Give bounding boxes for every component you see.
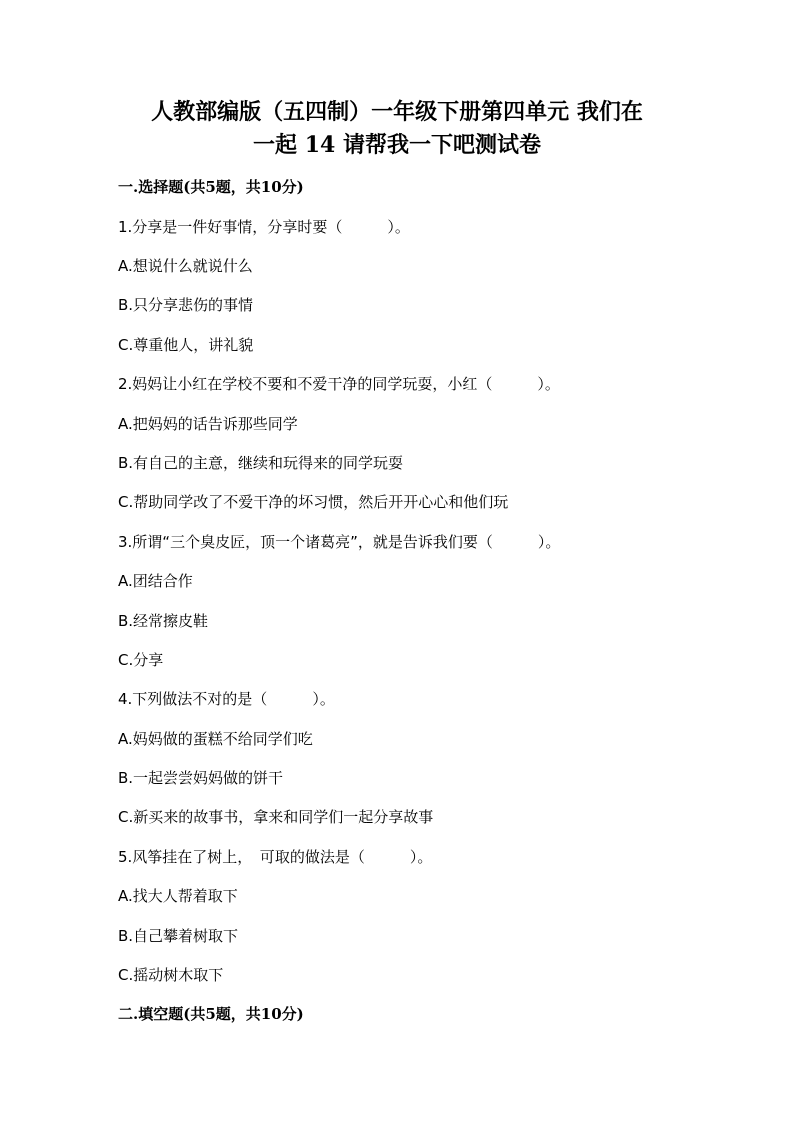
page-title-line-2: 一起 14 请帮我一下吧测试卷 [253, 132, 541, 158]
question-1-option-a: A.想说什么就说什么 [118, 257, 253, 275]
question-5-option-c: C.摇动树木取下 [118, 966, 224, 984]
question-2-option-c: C.帮助同学改了不爱干净的坏习惯，然后开开心心和他们玩 [118, 493, 509, 511]
question-3-option-a: A.团结合作 [118, 572, 193, 590]
question-stem-2: 2.妈妈让小红在学校不要和不爱干净的同学玩耍，小红（ ）。 [118, 375, 560, 393]
question-1-option-b: B.只分享悲伤的事情 [118, 296, 254, 314]
question-2-option-a: A.把妈妈的话告诉那些同学 [118, 415, 298, 433]
question-5-option-a: A.找大人帮着取下 [118, 887, 238, 905]
question-4-option-b: B.一起尝尝妈妈做的饼干 [118, 769, 284, 787]
question-stem-4: 4.下列做法不对的是（ ）。 [118, 690, 335, 708]
question-stem-5: 5.风筝挂在了树上， 可取的做法是（ ）。 [118, 848, 433, 866]
page-title-line-1: 人教部编版（五四制）一年级下册第四单元 我们在 [151, 99, 643, 125]
question-3-option-c: C.分享 [118, 651, 164, 669]
question-4-option-a: A.妈妈做的蛋糕不给同学们吃 [118, 730, 313, 748]
question-3-option-b: B.经常擦皮鞋 [118, 612, 209, 630]
question-4-option-c: C.新买来的故事书，拿来和同学们一起分享故事 [118, 808, 434, 826]
section-heading-multiple-choice: 一.选择题(共5题，共10分) [118, 178, 304, 196]
question-stem-3: 3.所谓“三个臭皮匠，顶一个诸葛亮”，就是告诉我们要（ ）。 [118, 533, 561, 551]
question-stem-1: 1.分享是一件好事情，分享时要（ ）。 [118, 218, 410, 236]
question-1-option-c: C.尊重他人，讲礼貌 [118, 336, 254, 354]
section-heading-fill-in-blank: 二.填空题(共5题，共10分) [118, 1005, 304, 1023]
question-5-option-b: B.自己攀着树取下 [118, 927, 239, 945]
question-2-option-b: B.有自己的主意，继续和玩得来的同学玩耍 [118, 454, 404, 472]
